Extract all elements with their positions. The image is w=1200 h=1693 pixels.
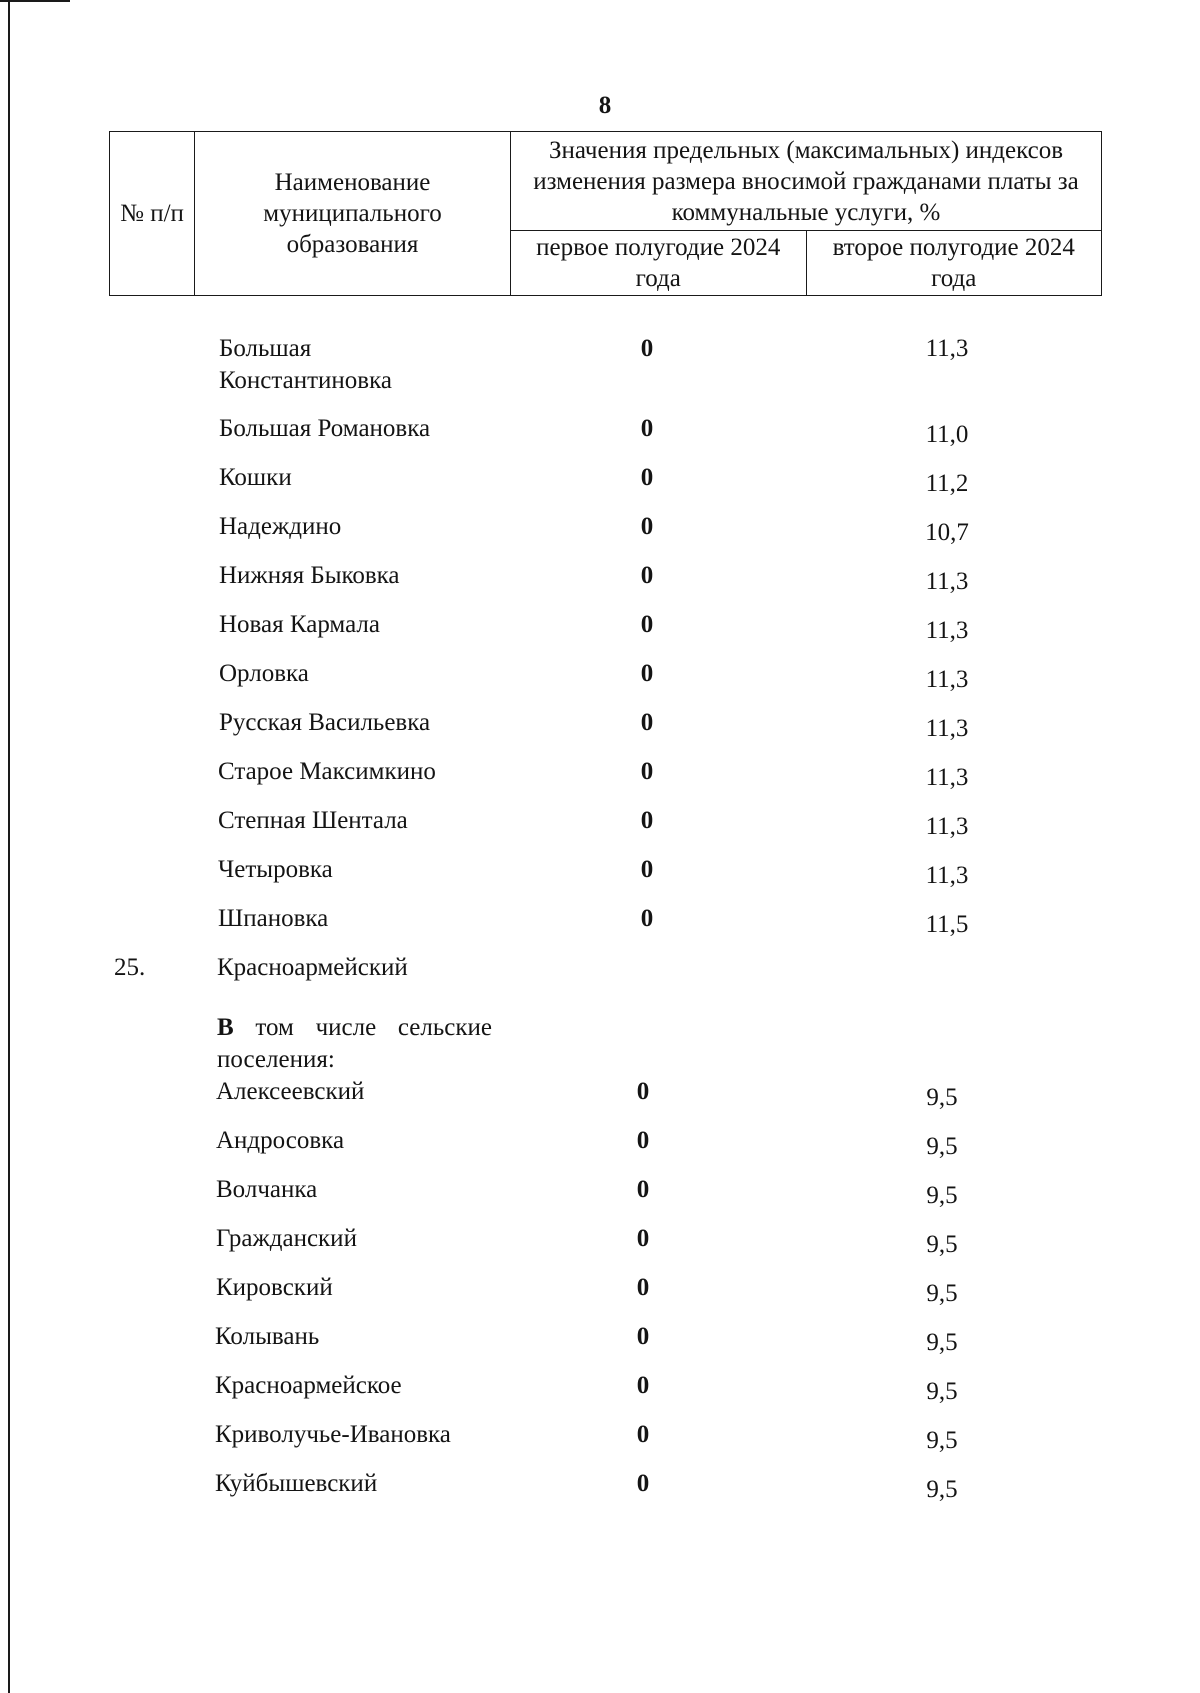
row-second-half: 11,2: [925, 470, 969, 497]
row-first-half: 0: [640, 709, 654, 736]
row-second-half: 11,3: [925, 715, 969, 742]
row-name: Орловка: [219, 660, 309, 687]
row-name: Русская Васильевка: [219, 709, 431, 736]
row-first-half: 0: [636, 1176, 650, 1203]
row-first-half: 0: [640, 660, 654, 687]
row-name: Криволучье-Ивановка: [215, 1421, 451, 1448]
row-name: Алексеевский: [216, 1078, 365, 1105]
row-first-half: 0: [640, 415, 654, 442]
scan-edge-top: [0, 0, 70, 2]
row-second-half: 9,5: [926, 1476, 958, 1503]
row-second-half: 9,5: [926, 1084, 958, 1111]
row-first-half: 0: [636, 1470, 650, 1497]
row-name: Кировский: [216, 1274, 333, 1301]
row-second-half: 9,5: [926, 1329, 958, 1356]
row-second-half: 11,3: [925, 617, 969, 644]
row-first-half: 0: [640, 758, 654, 785]
row-first-half: 0: [640, 562, 654, 589]
row-name: Волчанка: [216, 1176, 318, 1203]
row-first-half: 0: [640, 335, 654, 362]
row-first-half: 0: [640, 807, 654, 834]
row-second-half: 11,3: [925, 764, 969, 791]
row-name: Большая Константиновка: [219, 335, 392, 394]
row-second-half: 11,3: [925, 813, 969, 840]
row-name: В том числе сельские поселения:: [217, 1014, 492, 1073]
row-first-half: 0: [636, 1078, 650, 1105]
row-second-half: 11,3: [925, 568, 969, 595]
row-second-half: 9,5: [926, 1280, 958, 1307]
header-col-num: № п/п: [110, 132, 195, 296]
row-second-half: 11,5: [925, 911, 969, 938]
row-name: Колывань: [215, 1323, 320, 1350]
table-header: [109, 131, 1102, 296]
row-second-half: 9,5: [926, 1231, 958, 1258]
row-second-half: 9,5: [926, 1182, 958, 1209]
row-first-half: 0: [640, 464, 654, 491]
page-number: 8: [598, 92, 612, 119]
header-col-values: Значения предельных (максимальных) индексов изменения размера вносимой гражданами платы за коммунальные услуги, %: [511, 132, 1102, 231]
row-second-half: 10,7: [925, 519, 969, 546]
row-second-half: 11,3: [925, 335, 969, 362]
row-name: Красноармейское: [215, 1372, 402, 1399]
row-second-half: 11,3: [925, 666, 969, 693]
row-first-half: 0: [636, 1421, 650, 1448]
row-name: Степная Шентала: [218, 807, 408, 834]
row-first-half: 0: [636, 1127, 650, 1154]
row-second-half: 9,5: [926, 1427, 958, 1454]
row-name: Кошки: [219, 464, 292, 491]
row-name: Красноармейский: [217, 954, 408, 981]
header-first-half: первое полугодие 2024 года: [511, 231, 807, 296]
row-first-half: 0: [640, 856, 654, 883]
row-name: Куйбышевский: [215, 1470, 378, 1497]
scan-edge-left: [8, 0, 10, 1693]
row-name: Надеждино: [219, 513, 342, 540]
row-second-half: 9,5: [926, 1378, 958, 1405]
row-first-half: 0: [640, 905, 654, 932]
row-second-half: 11,0: [925, 421, 969, 448]
row-name: Андросовка: [216, 1127, 345, 1154]
row-name: Гражданский: [216, 1225, 357, 1252]
header-second-half: второе полугодие 2024 года: [806, 231, 1102, 296]
row-first-half: 0: [640, 611, 654, 638]
row-first-half: 0: [636, 1372, 650, 1399]
row-second-half: 9,5: [926, 1133, 958, 1160]
row-first-half: 0: [636, 1274, 650, 1301]
row-name: Нижняя Быковка: [219, 562, 400, 589]
row-name: Четыровка: [218, 856, 333, 883]
row-first-half: 0: [636, 1225, 650, 1252]
row-name: Шпановка: [218, 905, 329, 932]
row-first-half: 0: [636, 1323, 650, 1350]
row-first-half: 0: [640, 513, 654, 540]
row-name: Старое Максимкино: [218, 758, 436, 785]
row-number: 25.: [114, 954, 146, 981]
row-second-half: 11,3: [925, 862, 969, 889]
row-name: Большая Романовка: [219, 415, 431, 442]
row-name: Новая Кармала: [219, 611, 380, 638]
header-col-name: Наименование муниципального образования: [195, 132, 511, 296]
